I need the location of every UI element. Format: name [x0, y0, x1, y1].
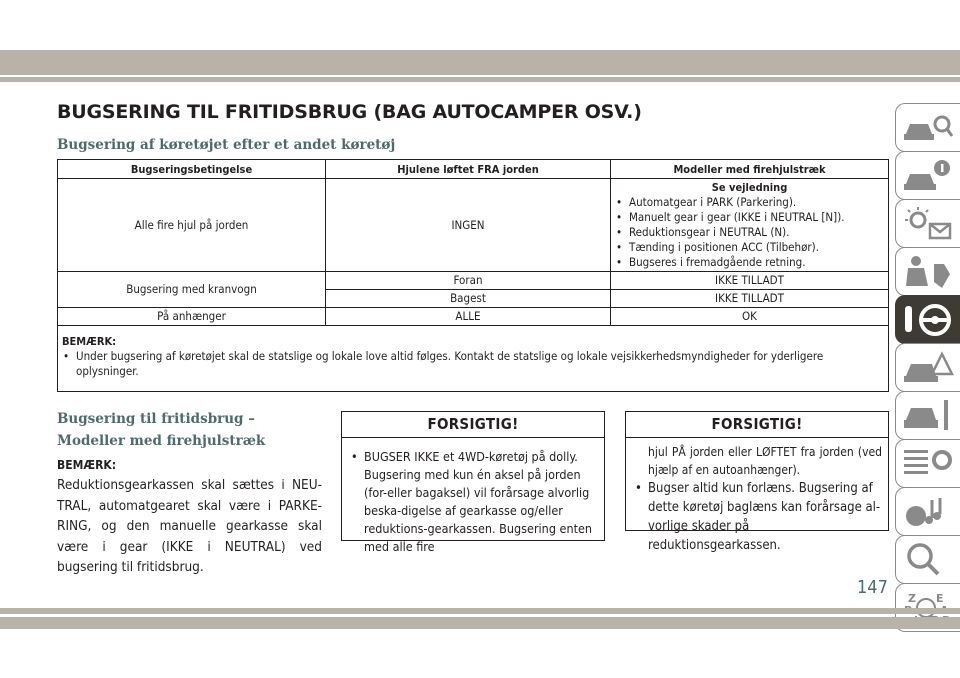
list-item: • Reduktionsgear i NEUTRAL (N). [615, 225, 884, 240]
footer-band-thin [0, 608, 960, 614]
key-steering-wheel-icon [902, 302, 954, 338]
guide-cell [611, 179, 889, 272]
table-row [58, 272, 889, 290]
caution-box-2 [625, 411, 889, 553]
svg-text:Z: Z [908, 592, 916, 605]
guide-title: Se vejledning [711, 181, 788, 194]
car-wrench-icon [902, 398, 954, 434]
table-cell: IKKE TILLADT [611, 290, 889, 308]
tab-safety[interactable] [895, 247, 960, 296]
table-note-row [58, 326, 889, 392]
footer-band [0, 617, 960, 629]
tab-starting-operating[interactable] [895, 295, 960, 344]
person-seatbelt-icon [902, 254, 954, 290]
multimedia-icon [902, 494, 954, 530]
caution-text: • BUGSER IKKE et 4WD-køretøj på dolly. Bugsering med kun én aksel på jorden (for-eller bagaksel) vil forårsage alvorlig beska-digelse af gearkasse og/eller reduktions-gearkassen. Bugsering enten med alle fire [350, 448, 596, 556]
note-text: • Under bugsering af køretøjet skal de statslige og lokale love altid følges. Kontakt de statslige og lokale vejsikkerhedsmyndigheder for yderligere oplysninger. [62, 349, 884, 379]
section2-title: Bugsering til fritidsbrug – Modeller med firehjulstræk [57, 411, 266, 449]
car-search-icon [902, 110, 954, 146]
table-header-row [58, 160, 889, 179]
tab-specifications[interactable] [895, 439, 960, 488]
table-cell: INGEN [326, 179, 611, 272]
table-cell: Bugsering med kranvogn [58, 272, 326, 308]
list-item: • Tænding i positionen ACC (Tilbehør). [615, 240, 884, 255]
caution-list [350, 448, 596, 556]
caution-box-1 [341, 411, 605, 554]
table-header-cell: Modeller med firehjulstræk [611, 160, 889, 179]
table-cell: Bagest [326, 290, 611, 308]
note-title: BEMÆRK: [62, 335, 117, 348]
page-number: 147 [857, 577, 888, 598]
tab-car-search[interactable] [895, 103, 960, 152]
magnifier-icon [902, 542, 954, 578]
section-subtitle: Bugsering af køretøjet efter et andet køretøj [57, 137, 396, 153]
list-item: • Manuelt gear i gear (IKKE i NEUTRAL [N]). [615, 210, 884, 225]
table-cell: Alle fire hjul på jorden [58, 179, 326, 272]
table-cell: Foran [326, 272, 611, 290]
section2-note-label: BEMÆRK: [57, 458, 117, 472]
header-band [0, 50, 960, 75]
caution-continued: hjul PÅ jorden eller LØFTET fra jorden (ved hjælp af en autoanhænger). [648, 445, 882, 477]
table-cell: OK [611, 308, 889, 326]
table-note [58, 326, 889, 392]
car-info-icon [902, 158, 954, 194]
tab-search[interactable] [895, 535, 960, 584]
table-row [58, 308, 889, 326]
header-band-thin [0, 77, 960, 82]
caution-list [634, 479, 882, 555]
car-warning-icon [902, 350, 954, 386]
list-item: • Bugseres i fremadgående retning. [615, 255, 884, 270]
towing-table [57, 159, 889, 392]
guide-list [615, 195, 884, 270]
tab-car-info[interactable] [895, 151, 960, 200]
tab-lights-messages[interactable] [895, 199, 960, 248]
table-header-cell: Bugseringsbetingelse [58, 160, 326, 179]
svg-text:E: E [936, 592, 944, 605]
tab-emergency[interactable] [895, 343, 960, 392]
light-message-icon [902, 206, 954, 242]
section2-body: Reduktionsgearkassen skal sættes i NEU-TRAL, automatgearet skal være i PARKE-RING, og den manuelle gearkasse skal være i gear (IKKE i NEUTRAL) ved bugsering til fritidsbrug. [57, 477, 322, 575]
tab-service[interactable] [895, 391, 960, 440]
table-row [58, 179, 889, 272]
list-item: • Automatgear i PARK (Parkering). [615, 195, 884, 210]
spec-gear-icon [902, 446, 954, 482]
caution-bullet: • Bugser altid kun forlæns. Bugsering af dette køretøj baglæns kan forårsage al-vorlige skader på reduktionsgearkassen. [634, 479, 882, 555]
tab-multimedia[interactable] [895, 487, 960, 536]
caution-heading: FORSIGTIG! [342, 412, 604, 438]
caution-heading: FORSIGTIG! [626, 412, 888, 438]
table-header-cell: Hjulene løftet FRA jorden [326, 160, 611, 179]
caution-body [342, 438, 604, 556]
note-list [62, 349, 884, 379]
caution-body [626, 438, 888, 555]
table-cell: På anhænger [58, 308, 326, 326]
page-title: BUGSERING TIL FRITIDSBRUG (BAG AUTOCAMPER OSV.) [57, 101, 642, 123]
table-cell: IKKE TILLADT [611, 272, 889, 290]
table-cell: ALLE [326, 308, 611, 326]
